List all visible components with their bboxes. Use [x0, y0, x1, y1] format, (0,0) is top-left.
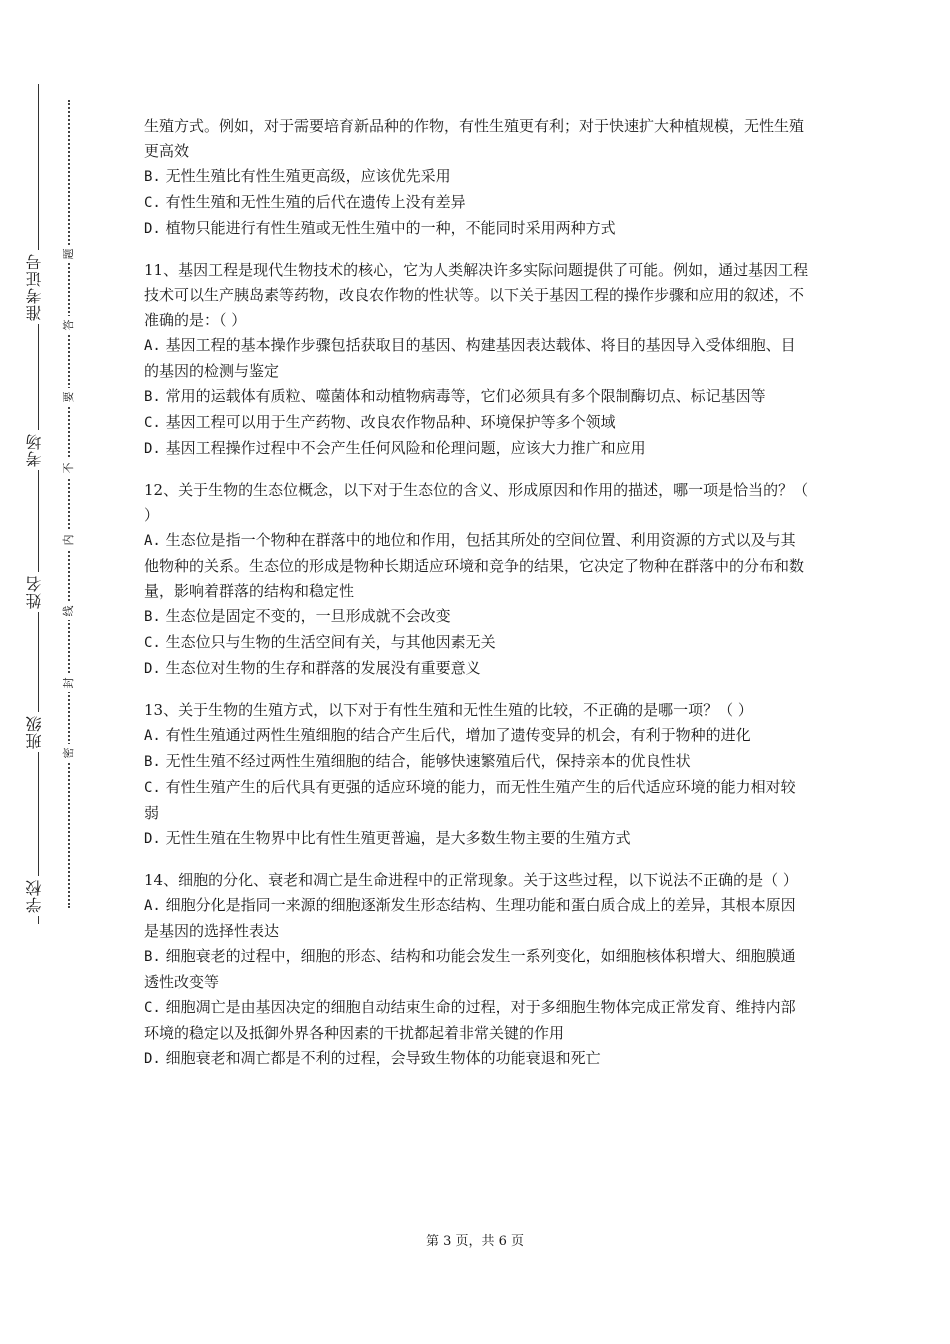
option: [144, 190, 809, 216]
option: [144, 528, 809, 604]
option-text: 无性生殖在生物界中比有性生殖更普遍，是大多数生物主要的生殖方式: [165, 829, 631, 847]
continuation-block: [144, 114, 809, 242]
option: [144, 826, 809, 852]
option-text: 细胞分化是指同一来源的细胞逐渐发生形态结构、生理功能和蛋白质合成上的差异，其根本原因是基因的选择性表达: [144, 896, 796, 940]
option-text: 细胞凋亡是由基因决定的细胞自动结束生命的过程，对于多细胞生物体完成正常发育、维持内部环境的稳定以及抵御外界各种因素的干扰都起着非常关键的作用: [144, 998, 796, 1042]
option-letter: A.: [144, 728, 161, 744]
option-letter: D.: [144, 831, 161, 847]
question-stem: 13、关于生物的生殖方式，以下对于有性生殖和无性生殖的比较，不正确的是哪一项？（ ）: [144, 701, 753, 719]
option-letter: C.: [144, 780, 161, 796]
option-text: 常用的运载体有质粒、噬菌体和动植物病毒等，它们必须具有多个限制酶切点、标记基因等: [165, 387, 766, 405]
option-letter: A.: [144, 533, 161, 549]
option-text: 基因工程操作过程中不会产生任何风险和伦理问题，应该大力推广和应用: [165, 439, 646, 457]
option-text: 植物只能进行有性生殖或无性生殖中的一种，不能同时采用两种方式: [165, 219, 616, 237]
question-14: [144, 868, 809, 1072]
school-label: 学校: [26, 876, 52, 916]
option: [144, 995, 809, 1046]
exam-room-label: 考场: [26, 430, 52, 470]
seal-char: 密: [61, 744, 77, 762]
name-label: 姓名: [26, 572, 52, 612]
option: [144, 164, 809, 190]
option-text: 细胞衰老的过程中，细胞的形态、结构和功能会发生一系列变化，如细胞核体积增大、细胞膜通透性改变等: [144, 947, 796, 991]
page-number: 第 3 页，共 6 页: [425, 1234, 525, 1249]
option: [144, 723, 809, 749]
seal-char: 封: [61, 674, 77, 692]
option: [144, 893, 809, 944]
option: [144, 656, 809, 682]
option-letter: C.: [144, 195, 161, 211]
option-text: 无性生殖比有性生殖更高级，应该优先采用: [165, 167, 451, 185]
seal-char: 内: [61, 531, 77, 549]
option-letter: B.: [144, 754, 161, 770]
binding-line: [38, 84, 39, 924]
option-text: 生态位是指一个物种在群落中的地位和作用，包括其所处的空间位置、利用资源的方式以及与其他物种的关系。生态位的形成是物种长期适应环境和竞争的结果，它决定了物种在群落中的分布和数量，影响着群落的结构和稳定性: [144, 531, 805, 600]
option-letter: B.: [144, 949, 161, 965]
option: [144, 630, 809, 656]
question-13: [144, 698, 809, 852]
class-label: 班级: [26, 712, 52, 752]
option-letter: B.: [144, 389, 161, 405]
option-letter: A.: [144, 338, 161, 354]
option-text: 基因工程的基本操作步骤包括获取目的基因、构建基因表达载体、将目的基因导入受体细胞、目的基因的检测与鉴定: [144, 336, 796, 380]
option-text: 有性生殖产生的后代具有更强的适应环境的能力，而无性生殖产生的后代适应环境的能力相对较弱: [144, 778, 796, 822]
option-letter: D.: [144, 1051, 161, 1067]
option: [144, 1046, 809, 1072]
question-stem: 11、基因工程是现代生物技术的核心，它为人类解决许多实际问题提供了可能。例如，通过基因工程技术可以生产胰岛素等药物，改良农作物的性状等。以下关于基因工程的操作步骤和应用的叙述，不准确的是：（ ）: [144, 261, 809, 329]
option-letter: A.: [144, 898, 161, 914]
option-letter: B.: [144, 169, 161, 185]
seal-char: 题: [61, 245, 77, 263]
option: [144, 410, 809, 436]
option-letter: C.: [144, 635, 161, 651]
option-text: 生态位对生物的生存和群落的发展没有重要意义: [165, 659, 481, 677]
question-11: [144, 258, 809, 462]
option-text: 有性生殖通过两性生殖细胞的结合产生后代，增加了遗传变异的机会，有利于物种的进化: [165, 726, 751, 744]
question-12: [144, 478, 809, 682]
seal-dotted-line: [68, 100, 70, 908]
option: [144, 216, 809, 242]
seal-char: 答: [61, 316, 77, 334]
option-text: 细胞衰老和凋亡都是不利的过程，会导致生物体的功能衰退和死亡: [165, 1049, 601, 1067]
question-content: [144, 114, 809, 1072]
option: [144, 775, 809, 826]
option-text: 基因工程可以用于生产药物、改良农作物品种、环境保护等多个领域: [165, 413, 616, 431]
option-text: 有性生殖和无性生殖的后代在遗传上没有差异: [165, 193, 466, 211]
option-text: 生态位只与生物的生活空间有关，与其他因素无关: [165, 633, 496, 651]
option-letter: C.: [144, 415, 161, 431]
option-letter: C.: [144, 1000, 161, 1016]
question-stem: 14、细胞的分化、衰老和凋亡是生命进程中的正常现象。关于这些过程，以下说法不正确的是（ ）: [144, 871, 798, 889]
question-stem: 12、关于生物的生态位概念，以下对于生态位的含义、形成原因和作用的描述，哪一项是恰当的？（ ）: [144, 481, 809, 524]
option-letter: D.: [144, 441, 161, 457]
option: [144, 604, 809, 630]
seal-char: 要: [61, 388, 77, 406]
continuation-stem: 生殖方式。例如，对于需要培育新品种的作物，有性生殖更有利；对于快速扩大种植规模，无性生殖更高效: [144, 117, 805, 160]
option-letter: B.: [144, 609, 161, 625]
option-text: 无性生殖不经过两性生殖细胞的结合，能够快速繁殖后代，保持亲本的优良性状: [165, 752, 691, 770]
option-letter: D.: [144, 661, 161, 677]
exam-number-label: 准考证号: [26, 250, 52, 324]
seal-char: 不: [61, 459, 77, 477]
option: [144, 749, 809, 775]
option: [144, 384, 809, 410]
option: [144, 333, 809, 384]
option-letter: D.: [144, 221, 161, 237]
option: [144, 944, 809, 995]
seal-char: 线: [61, 602, 77, 620]
option: [144, 436, 809, 462]
option-text: 生态位是固定不变的，一旦形成就不会改变: [165, 607, 451, 625]
